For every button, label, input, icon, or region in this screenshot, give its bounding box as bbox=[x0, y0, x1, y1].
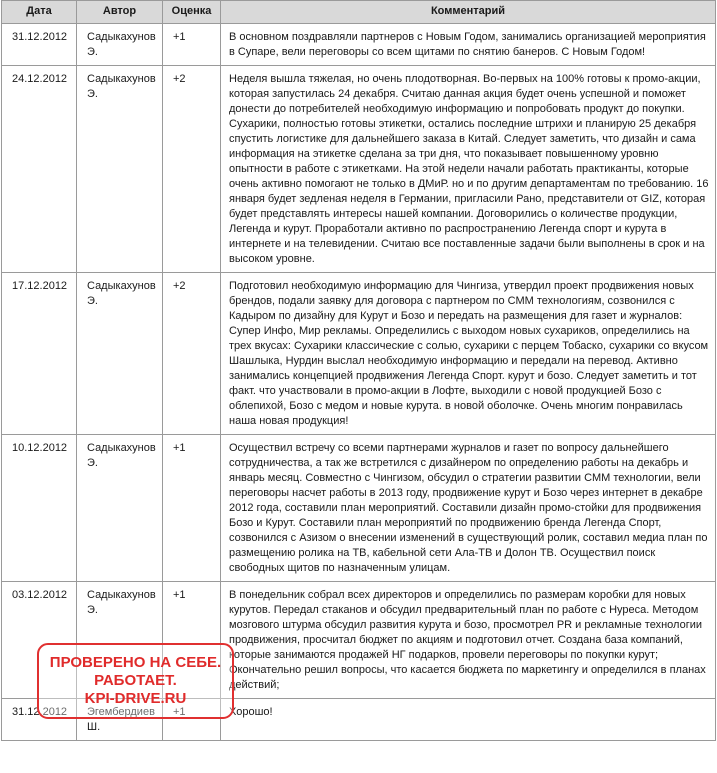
row-date: 03.12.2012 bbox=[2, 582, 77, 699]
row-comment: Хорошо! bbox=[221, 699, 716, 741]
row-score: +2 bbox=[163, 66, 221, 273]
row-score: +1 bbox=[163, 582, 221, 699]
row-date: 24.12.2012 bbox=[2, 66, 77, 273]
comments-table bbox=[1, 0, 716, 741]
row-date: 31.12.2012 bbox=[2, 699, 77, 741]
row-comment: В основном поздравляли партнеров с Новым Годом, занимались организацией мероприятия в Супаре, вели переговоры со всем щитами по снятию банеров. С Новым Годом! bbox=[221, 24, 716, 66]
row-score: +1 bbox=[163, 435, 221, 582]
table-row bbox=[2, 273, 716, 435]
row-comment: В понедельник собрал всех директоров и определились по размерам коробки для новых курутов. Передал стаканов и обсудил предварительный план по работе с Нуреса. Методом мозгового штурма обсудил развития курута и бозо, просмотрел PR и рекламные технологии продвижения, просчитал бюджет по акциям и подготовил отчет. Создана база компаний, которые занимаются продажей НГ подарков, провели переговоры по покупки курут; Окончательно решил вопросы, что касается бюджета по маркетингу и определился в планах действий; bbox=[221, 582, 716, 699]
row-author: Садыкахунов Э. bbox=[77, 66, 163, 273]
row-score: +1 bbox=[163, 24, 221, 66]
row-author: Садыкахунов Э. bbox=[77, 24, 163, 66]
stamp-line-1: ПРОВЕРЕНО НА СЕБЕ. bbox=[49, 654, 222, 671]
row-author: Садыкахунов Э. bbox=[77, 582, 163, 699]
column-header-date[interactable]: Дата bbox=[2, 1, 77, 24]
row-author: Садыкахунов Э. bbox=[77, 273, 163, 435]
table-row bbox=[2, 435, 716, 582]
row-author: Садыкахунов Э. bbox=[77, 435, 163, 582]
row-comment: Осуществил встречу со всеми партнерами журналов и газет по вопросу дальнейшего сотрудничества, а так же встретился с дизайнером по определению работы на декабрь и январь месяц. Совместно с Чингизом, обсудил о стратегии развитии СММ технологии, вели переговоры насчет работы в 2013 году, продвижение курут и Бозо через интернет в декабре 2012 года, составили план мероприятий. Составили дизайн промо-стойки для продвижения Бозо и Курут. Составили план мероприятий по продвижению бренда Легенда Спорт, созвонился с Азизом о внесении изменений в существующий ролик, составил медиа план по размещению ролика на ТВ, кабельной сети Ала-ТВ и Долон ТВ. Осуществил поиск свободных щитов по назначенным улицам. bbox=[221, 435, 716, 582]
row-comment: Подготовил необходимую информацию для Чингиза, утвердил проект продвижения новых брендов, подали заявку для договора с партнером по СММ технологиям, созвонился с Кадыром по дизайну для Курут и Бозо и передать на размещения для газет и журналов: Супер Инфо, Мир рекламы. Определились с выходом новых сухариков, определились на трех вкусах: Сухарики классические с солью, сухарики с перцем Тобаско, сухарики со вкусом Шашлыка, Нурдин выслал необходимую информацию и передали на перевод. Активно занимались концепцией продвижения Легенда Спорт. курут и бозо. Следует заметить и тот факт. что участвовали в промо-акции в Лофте, выходили с новой продукцией Бозо с облепихой, Бозо с медом и новые курута. в новой оболочке. Очень многим понравилась наша новая продукция! bbox=[221, 273, 716, 435]
row-author: Эгембердиев Ш. bbox=[77, 699, 163, 741]
row-score: +2 bbox=[163, 273, 221, 435]
row-score: +1 bbox=[163, 699, 221, 741]
stamp-line-3: KPI-DRIVE.RU bbox=[84, 690, 187, 707]
row-date: 31.12.2012 bbox=[2, 24, 77, 66]
stamp-line-2: РАБОТАЕТ. bbox=[94, 672, 177, 689]
column-header-comment[interactable]: Комментарий bbox=[221, 1, 716, 24]
row-date: 10.12.2012 bbox=[2, 435, 77, 582]
verified-stamp-overlay bbox=[37, 643, 234, 719]
table-row bbox=[2, 24, 716, 66]
column-header-score[interactable]: Оценка bbox=[163, 1, 221, 24]
row-comment: Неделя вышла тяжелая, но очень плодотворная. Во-первых на 100% готовы к промо-акции, которая запустилась 24 декабря. Считаю данная акция будет очень успешной и поможет донести до потребителей необходимую информацию и попробовать продукт до покупки. Сухарики, полностью готовы этикетки, остались последние штрихи и планирую 25 декабря спустить логистике для дальнейшего заказа в Китай. Следует заметить, что дизайн и сама информация на этикетке сделана за три дня, что показывает повышенному уровню опытности в работе с этикетками. На этой недели начали работать практиканты, которые очень активно помогают не только в ДМиР. но и по другим департаментам по требованию. 16 января будет зедленая неделя в Германии, пригласили Рано, представители от GIZ, которая будет представлять интересы нашей компании. Договорились о количестве продукции, Легенда и курут. Проработали активно по распространению Легенда спорт и курута в интернете и на телевидении. Считаю все поставленные задачи были выполнены в срок и на высоком уровне. bbox=[221, 66, 716, 273]
table-header-row bbox=[2, 1, 716, 24]
table-row bbox=[2, 66, 716, 273]
row-date: 17.12.2012 bbox=[2, 273, 77, 435]
column-header-author[interactable]: Автор bbox=[77, 1, 163, 24]
